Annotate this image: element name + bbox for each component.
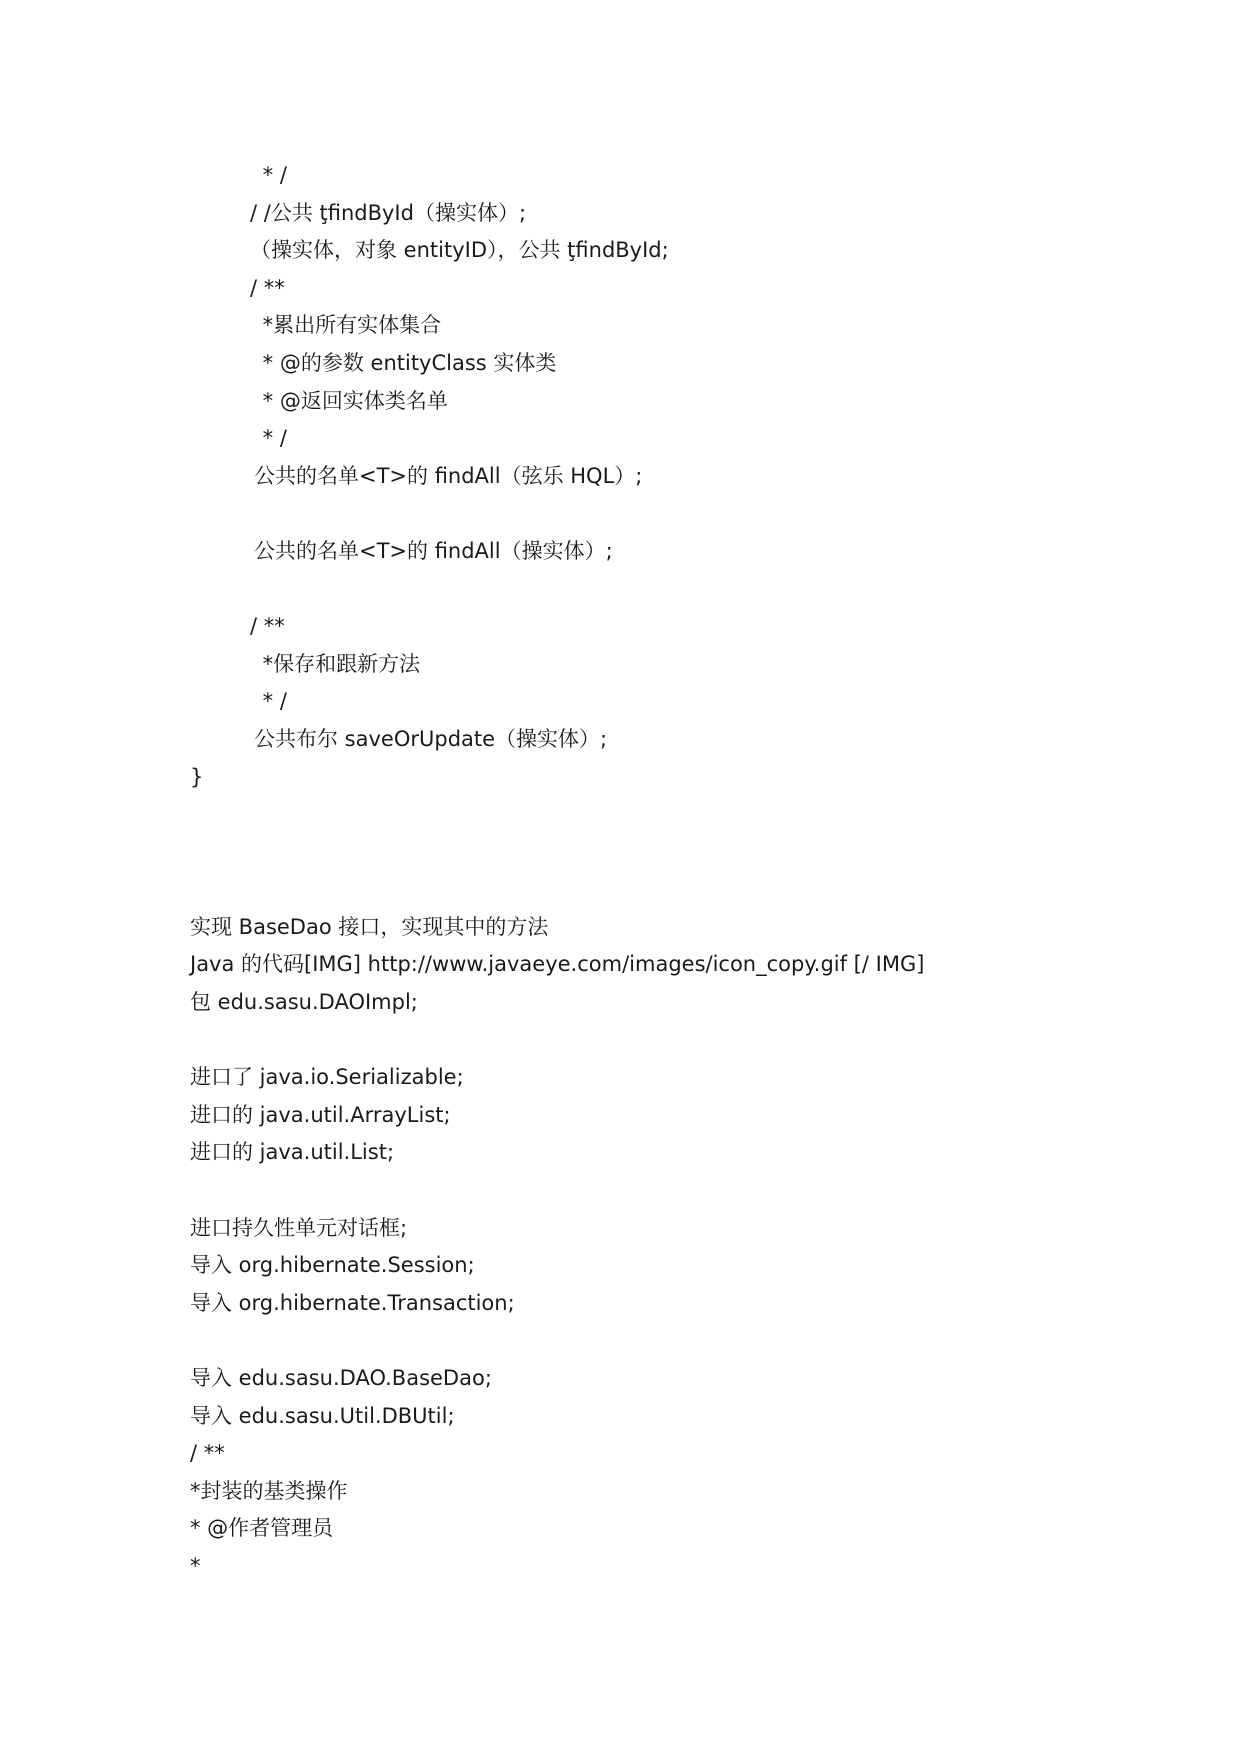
blank-line	[190, 1322, 1190, 1360]
comment-line: * @的参数 entityClass 实体类	[256, 350, 557, 375]
section-heading: 实现 BaseDao 接口，实现其中的方法	[190, 914, 549, 939]
code-line: / /公共 ţfindById（操实体）;	[250, 200, 527, 225]
blank-line	[190, 1022, 1190, 1060]
comment-line: *封装的基类操作	[190, 1478, 348, 1503]
blank-line	[190, 571, 1190, 609]
import-line: 进口的 java.util.ArrayList;	[190, 1102, 451, 1127]
comment-close: * /	[256, 689, 287, 714]
import-line: 导入 edu.sasu.Util.DBUtil;	[190, 1403, 455, 1428]
comment-line: *	[190, 1553, 201, 1578]
code-line: 公共的名单<T>的 findAll（操实体）;	[254, 538, 613, 563]
blank-line	[190, 495, 1190, 533]
comment-close: * /	[256, 163, 287, 187]
import-line: 导入 org.hibernate.Transaction;	[190, 1290, 515, 1315]
code-line: 公共布尔 saveOrUpdate（操实体）;	[254, 726, 608, 751]
package-line: 包 edu.sasu.DAOImpl;	[190, 990, 418, 1015]
comment-open: / **	[250, 275, 285, 300]
import-line: 导入 org.hibernate.Session;	[190, 1253, 475, 1278]
import-line: 导入 edu.sasu.DAO.BaseDao;	[190, 1366, 492, 1391]
comment-line: *累出所有实体集合	[256, 313, 442, 338]
closing-brace: }	[190, 764, 204, 789]
comment-line: * @作者管理员	[190, 1516, 334, 1541]
import-line: 进口持久性单元对话框;	[190, 1215, 408, 1240]
code-line: 公共的名单<T>的 findAll（弦乐 HQL）;	[254, 463, 643, 488]
code-listing	[190, 157, 1190, 1586]
comment-open: / **	[190, 1441, 225, 1466]
blank-line	[190, 1172, 1190, 1210]
comment-open: / **	[250, 614, 285, 639]
comment-line: *保存和跟新方法	[256, 651, 421, 676]
comment-close: * /	[256, 426, 287, 451]
import-line: 进口的 java.util.List;	[190, 1140, 395, 1165]
code-line: Java 的代码[IMG] http://www.javaeye.com/images/icon_copy.gif [/ IMG]	[190, 952, 925, 977]
code-line: （操实体，对象 entityID），公共 ţfindById;	[250, 238, 669, 263]
import-line: 进口了 java.io.Serializable;	[190, 1065, 464, 1090]
blank-space	[190, 796, 1190, 909]
comment-line: * @返回实体类名单	[256, 388, 448, 413]
